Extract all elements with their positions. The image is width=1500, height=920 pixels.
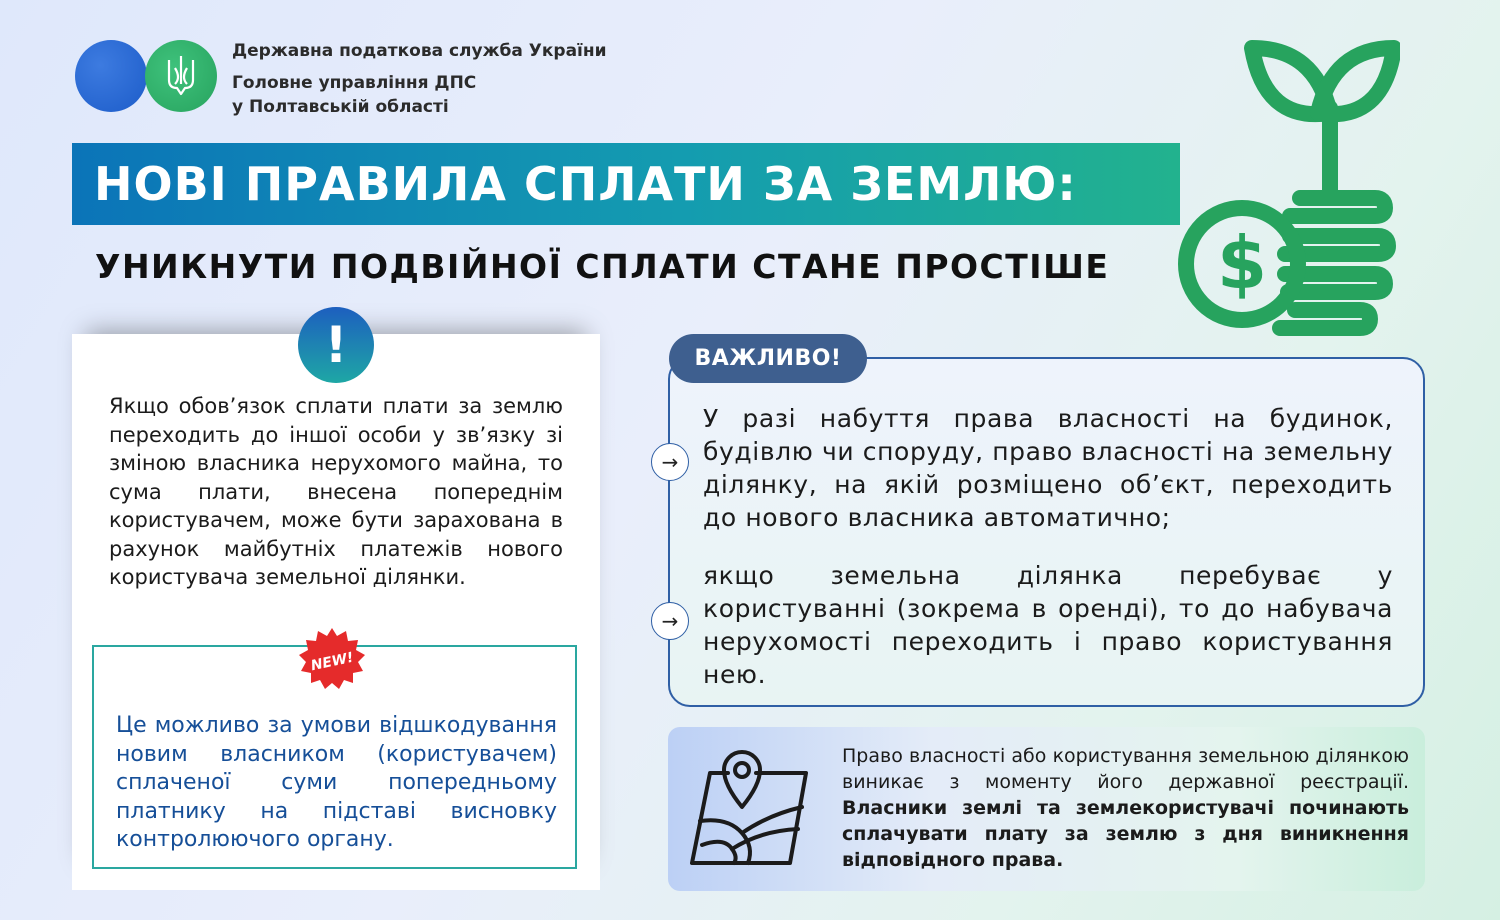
org-line-3: у Полтавській області	[232, 97, 449, 117]
important-label	[669, 334, 867, 383]
dps-logo-blue	[75, 40, 147, 112]
info-card-text: Якщо обов’язок сплати плати за землю переходить до іншої особи у зв’язку зі зміною власника нерухомого майна, то сума плати, внесена попереднім користувачем, може бути зарахована в рахунок майбутніх платежів нового користувача земельної ділянки.	[109, 394, 563, 589]
rights-info-bold: Власники землі та землекористувачі починають сплачувати плату за землю з дня виникнення відповідного права.	[842, 797, 1409, 871]
page-title: НОВІ ПРАВИЛА СПЛАТИ ЗА ЗЕМЛЮ:	[94, 157, 1077, 211]
title-banner	[72, 143, 1180, 225]
plant-coins-icon	[1170, 38, 1400, 338]
trident-icon	[163, 54, 199, 98]
map-pin-icon	[688, 745, 810, 870]
rights-info-text	[842, 743, 1409, 873]
org-line-2: Головне управління ДПС	[232, 73, 477, 93]
arrow-right-icon: →	[651, 443, 689, 481]
svg-text:$: $	[1216, 221, 1268, 305]
important-item-1: У разі набуття права власності на будинок, будівлю чи споруду, право власності на земельну ділянку, на якій розміщено об’єкт, переходить до нового власника автоматично;	[703, 404, 1393, 532]
important-item-2: якщо земельна ділянка перебуває у користуванні (зокрема в оренді), то до набувача нерухомості переходить і право користування нею.	[703, 561, 1393, 689]
new-rule-text: Це можливо за умови відшкодування новим власником (користувачем) сплаченої суми попередньому платнику на підставі висновку контролюючого органу.	[116, 713, 557, 852]
exclamation-icon: !	[298, 307, 374, 383]
arrow-right-icon: →	[651, 602, 689, 640]
trident-logo	[145, 40, 217, 112]
organization-name	[232, 39, 607, 119]
rights-info-regular: Право власності або користування земельною ділянкою виникає з моменту його державної реєстрації.	[842, 745, 1409, 793]
new-badge-icon	[299, 628, 365, 694]
page-subtitle: УНИКНУТИ ПОДВІЙНОЇ СПЛАТИ СТАНЕ ПРОСТІШЕ	[95, 247, 1110, 286]
important-label-text: ВАЖЛИВО!	[694, 346, 842, 371]
org-line-1: Державна податкова служба України	[232, 41, 607, 61]
new-badge-text: NEW!	[309, 649, 355, 675]
